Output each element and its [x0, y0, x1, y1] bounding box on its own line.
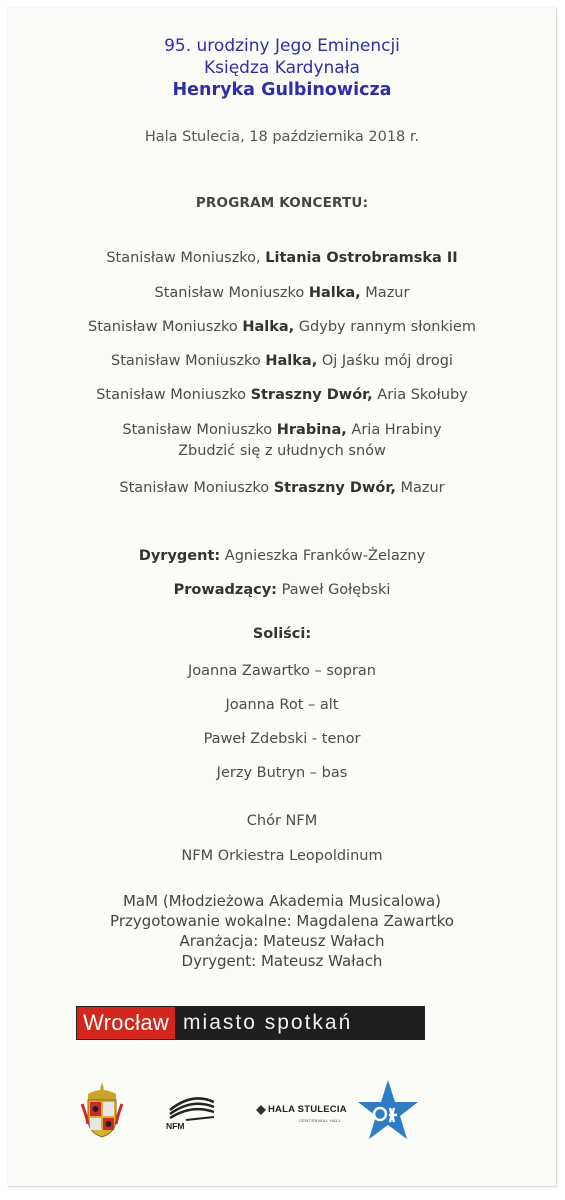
concert-program-card	[8, 8, 557, 1187]
program-detail: Aria Hrabiny	[346, 422, 442, 438]
program-item	[8, 387, 556, 403]
soloist: Joanna Zawartko – sopran	[187, 663, 376, 679]
program-work: Halka,	[242, 319, 295, 335]
program-composer: Stanisław Moniuszko	[96, 387, 251, 403]
program-composer: Stanisław Moniuszko	[154, 285, 309, 301]
hala-stulecia-logo-text: HALA STULECIA	[268, 1104, 347, 1115]
header-line-2: Księdza Kardynała	[204, 58, 360, 78]
soloists-heading: Soliści:	[252, 626, 312, 642]
program-item	[8, 285, 556, 301]
host-line	[8, 582, 556, 598]
mam-line: Dyrygent: Mateusz Wałach	[181, 952, 383, 970]
coat-of-arms-icon	[80, 1080, 124, 1140]
soloist: Paweł Zdebski - tenor	[203, 731, 361, 747]
program-work: Straszny Dwór,	[273, 480, 396, 496]
mam-line: Aranżacja: Mateusz Wałach	[179, 932, 385, 950]
program-detail: Oj Jaśku mój drogi	[317, 353, 453, 369]
mam-line: Przygotowanie wokalne: Magdalena Zawartko	[110, 912, 454, 930]
program-composer: Stanisław Moniuszko	[111, 353, 266, 369]
program-composer: Stanisław Moniuszko	[119, 480, 274, 496]
banner-slogan: miasto spotkań	[175, 1007, 424, 1039]
program-work: Litania Ostrobramska II	[265, 250, 458, 266]
program-heading: PROGRAM KONCERTU:	[195, 195, 369, 211]
program-item	[8, 319, 556, 335]
conductor-line	[8, 548, 556, 564]
conductor-label: Dyrygent:	[138, 548, 221, 564]
program-detail: Mazur	[360, 285, 410, 301]
nfm-logo-text: NFM	[166, 1121, 185, 1131]
program-composer: Stanisław Moniuszko	[88, 319, 243, 335]
program-item	[8, 480, 556, 496]
ensemble: NFM Orkiestra Leopoldinum	[181, 848, 383, 864]
program-work: Halka,	[265, 353, 318, 369]
ensemble: Chór NFM	[246, 813, 318, 829]
program-composer: Stanisław Moniuszko,	[106, 250, 266, 266]
venue-date: Hala Stulecia, 18 października 2018 r.	[144, 129, 420, 145]
program-detail: Mazur	[395, 480, 445, 496]
program-work: Straszny Dwór,	[250, 387, 373, 403]
program-work: Hrabina,	[276, 422, 347, 438]
program-item	[8, 353, 556, 369]
program-item	[8, 250, 556, 266]
conductor-name: Agnieszka Franków-Żelazny	[224, 548, 426, 564]
program-composer: Stanisław Moniuszko	[122, 422, 277, 438]
host-name: Paweł Gołębski	[281, 582, 391, 598]
program-item	[8, 422, 556, 438]
diamond-icon	[256, 1105, 266, 1115]
soloist: Joanna Rot – alt	[225, 697, 339, 713]
star-logo-icon	[356, 1078, 420, 1142]
wroclaw-banner-logo	[76, 1006, 425, 1040]
program-item-continued: Zbudzić się z ułudnych snów	[178, 443, 386, 459]
soloist: Jerzy Butryn – bas	[216, 765, 348, 781]
header-line-1: 95. urodziny Jego Eminencji	[164, 36, 400, 56]
hala-stulecia-subtitle: CENTENNIAL HALL	[299, 1118, 342, 1123]
header-line-3: Henryka Gulbinowicza	[172, 80, 392, 100]
program-work: Halka,	[308, 285, 361, 301]
program-detail: Gdyby rannym słonkiem	[294, 319, 476, 335]
program-detail: Aria Skołuby	[372, 387, 468, 403]
banner-city: Wrocław	[77, 1007, 175, 1039]
mam-line: MaM (Młodzieżowa Akademia Musicalowa)	[122, 892, 442, 910]
host-label: Prowadzący:	[173, 582, 277, 598]
